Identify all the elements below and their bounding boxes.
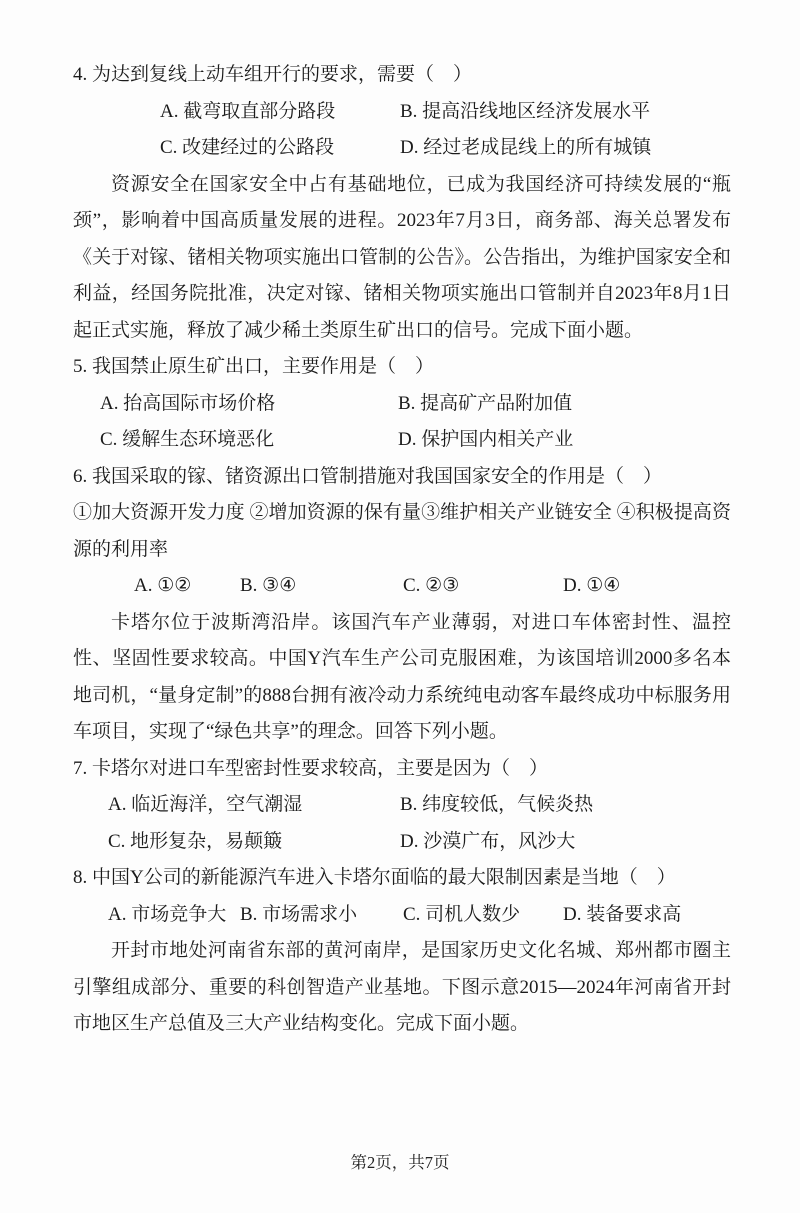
question-5-option-a: A. 抬高国际市场价格 — [100, 392, 276, 414]
question-5-options-row-1 — [73, 386, 731, 423]
passage-qatar: 卡塔尔位于波斯湾沿岸。该国汽车产业薄弱，对进口车体密封性、温控性、坚固性要求较高。中国Y汽车生产公司克服困难，为该国培训2000多名本地司机，“量身定制”的888台拥有液冷动力系统纯电动客车最终成功中标服务用车项目，实现了“绿色共享”的理念。回答下列小题。 — [73, 611, 731, 742]
question-4-option-d: D. 经过老成昆线上的所有城镇 — [400, 137, 652, 158]
question-7-stem: 7. 卡塔尔对进口车型密封性要求较高，主要是因为（ ） — [73, 757, 549, 779]
question-4-options-row-2 — [73, 130, 731, 167]
question-8-option-c: C. 司机人数少 — [403, 903, 521, 925]
question-5 — [73, 349, 731, 459]
question-5-options-row-2 — [73, 422, 731, 459]
question-8-stem: 8. 中国Y公司的新能源汽车进入卡塔尔面临的最大限制因素是当地（ ） — [73, 867, 676, 888]
question-7-option-c: C. 地形复杂，易颠簸 — [108, 830, 283, 852]
question-4-stem: 4. 为达到复线上动车组开行的要求，需要（ ） — [73, 64, 473, 85]
question-7-options-row-2 — [73, 824, 731, 861]
question-4 — [73, 57, 731, 167]
question-5-option-d: D. 保护国内相关产业 — [398, 429, 574, 450]
question-8-option-b: B. 市场需求小 — [240, 903, 358, 925]
question-5-option-b: B. 提高矿产品附加值 — [398, 392, 573, 414]
question-6-options-row — [73, 568, 731, 605]
question-7-options-row-1 — [73, 787, 731, 824]
question-6-option-d: D. ①④ — [563, 575, 621, 596]
question-5-stem: 5. 我国禁止原生矿出口，主要作用是（ ） — [73, 356, 435, 377]
question-6-numbered-items: ①加大资源开发力度 ②增加资源的保有量③维护相关产业链安全 ④积极提高资源的利用率 — [73, 502, 731, 560]
question-8-option-d: D. 装备要求高 — [563, 903, 682, 925]
question-6-option-b: B. ③④ — [240, 575, 297, 596]
page-content — [73, 57, 731, 1043]
question-4-option-b: B. 提高沿线地区经济发展水平 — [400, 100, 651, 122]
question-6-option-c: C. ②③ — [403, 575, 460, 596]
question-5-option-c: C. 缓解生态环境恶化 — [100, 429, 275, 450]
question-4-option-a: A. 截弯取直部分路段 — [160, 100, 336, 122]
question-7-option-b: B. 纬度较低，气候炎热 — [400, 794, 594, 815]
question-8-option-a: A. 市场竞争大 — [108, 903, 227, 925]
question-7 — [73, 751, 731, 861]
question-6-stem: 6. 我国采取的镓、锗资源出口管制措施对我国国家安全的作用是（ ） — [73, 465, 663, 487]
page-number-footer: 第2页，共7页 — [350, 1152, 450, 1172]
question-6 — [73, 459, 731, 605]
passage-kaifeng: 开封市地处河南省东部的黄河南岸，是国家历史文化名城、郑州都市圈主引擎组成部分、重要的科创智造产业基地。下图示意2015—2024年河南省开封市地区生产总值及三大产业结构变化。完成下面小题。 — [73, 940, 731, 1034]
question-7-option-d: D. 沙漠广布，风沙大 — [400, 830, 576, 852]
question-7-option-a: A. 临近海洋，空气潮湿 — [108, 794, 303, 815]
question-8 — [73, 860, 731, 933]
passage-gallium-germanium: 资源安全在国家安全中占有基础地位，已成为我国经济可持续发展的“瓶颈”，影响着中国高质量发展的进程。2023年7月3日，商务部、海关总署发布《关于对镓、锗相关物项实施出口管制的公告》。公告指出，为维护国家安全和利益，经国务院批准，决定对镓、锗相关物项实施出口管制并自2023年8月1日起正式实施，释放了减少稀土类原生矿出口的信号。完成下面小题。 — [73, 173, 731, 341]
question-6-option-a: A. ①② — [134, 575, 192, 596]
question-8-options-row — [73, 897, 731, 934]
question-4-options-row-1 — [73, 94, 731, 131]
question-4-option-c: C. 改建经过的公路段 — [160, 137, 335, 158]
